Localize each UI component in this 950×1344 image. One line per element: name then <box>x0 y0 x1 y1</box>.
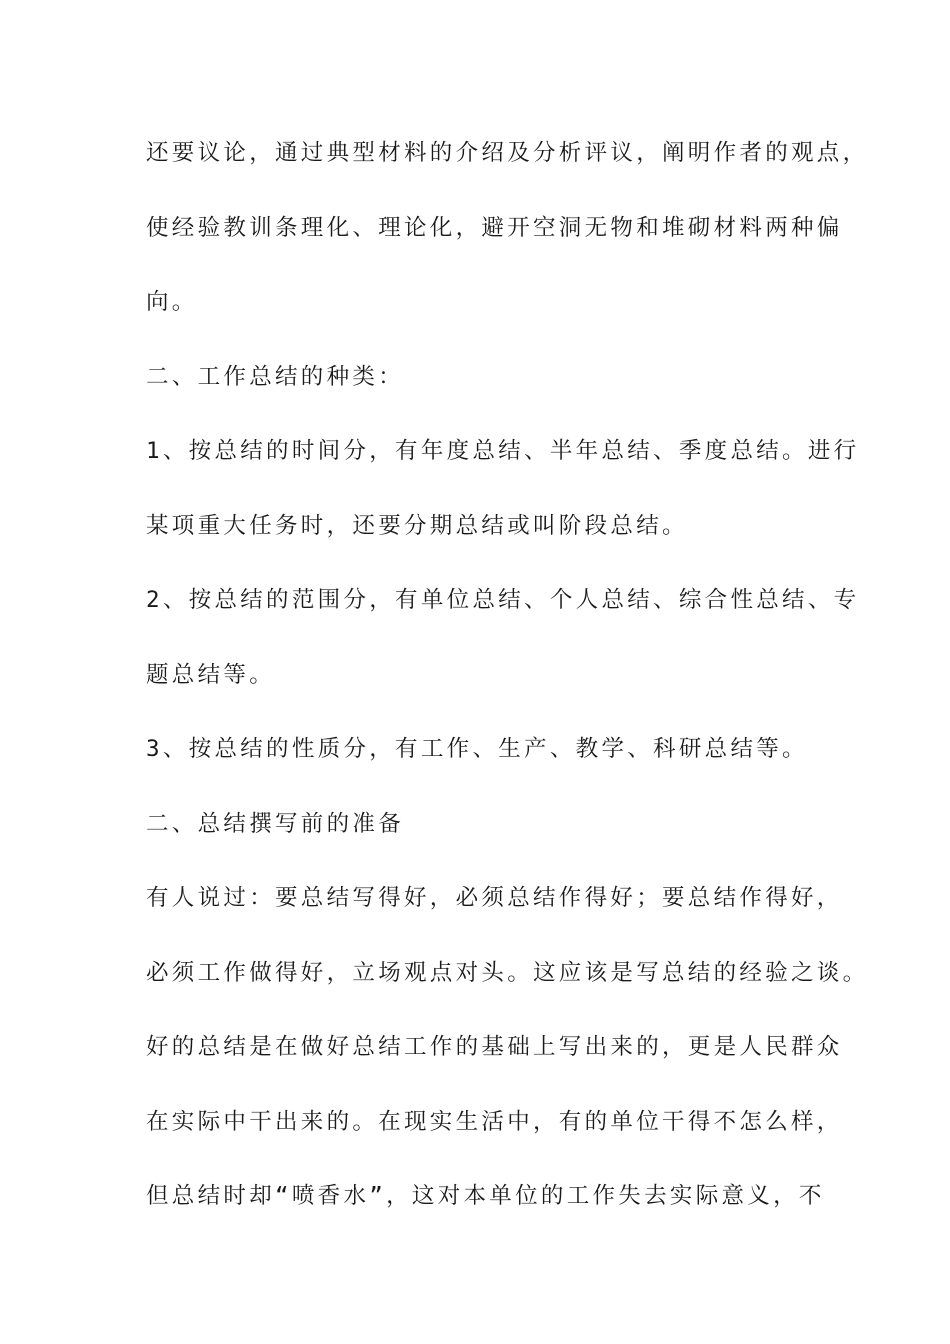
text-line: 好的总结是在做好总结工作的基础上写出来的，更是人民群众 <box>146 1034 843 1060</box>
text-line: 2、按总结的范围分，有单位总结、个人总结、综合性总结、专 <box>146 587 860 613</box>
text-line: 1、按总结的时间分，有年度总结、半年总结、季度总结。进行 <box>146 438 860 464</box>
section-heading: 二、工作总结的种类： <box>146 363 405 390</box>
text-line: 还要议论，通过典型材料的介绍及分析评议，阐明作者的观点， <box>146 140 869 166</box>
text-line: 题总结等。 <box>146 661 276 688</box>
text-line: 某项重大任务时，还要分期总结或叫阶段总结。 <box>146 512 688 539</box>
text-line: 在实际中干出来的。在现实生活中，有的单位干得不怎么样， <box>146 1108 843 1135</box>
text-line: 使经验教训条理化、理论化，避开空洞无物和堆砌材料两种偏 <box>146 214 843 241</box>
section-heading: 二、总结撰写前的准备 <box>146 810 405 837</box>
text-line: 3、按总结的性质分，有工作、生产、教学、科研总结等。 <box>146 736 808 762</box>
text-line: 但总结时却“喷香水”，这对本单位的工作失去实际意义，不 <box>146 1183 825 1209</box>
text-line: 有人说过：要总结写得好，必须总结作得好；要总结作得好， <box>146 885 843 911</box>
text-line: 必须工作做得好，立场观点对头。这应该是写总结的经验之谈。 <box>146 959 869 986</box>
text-line: 向。 <box>146 289 198 315</box>
document-body <box>146 128 869 1246</box>
